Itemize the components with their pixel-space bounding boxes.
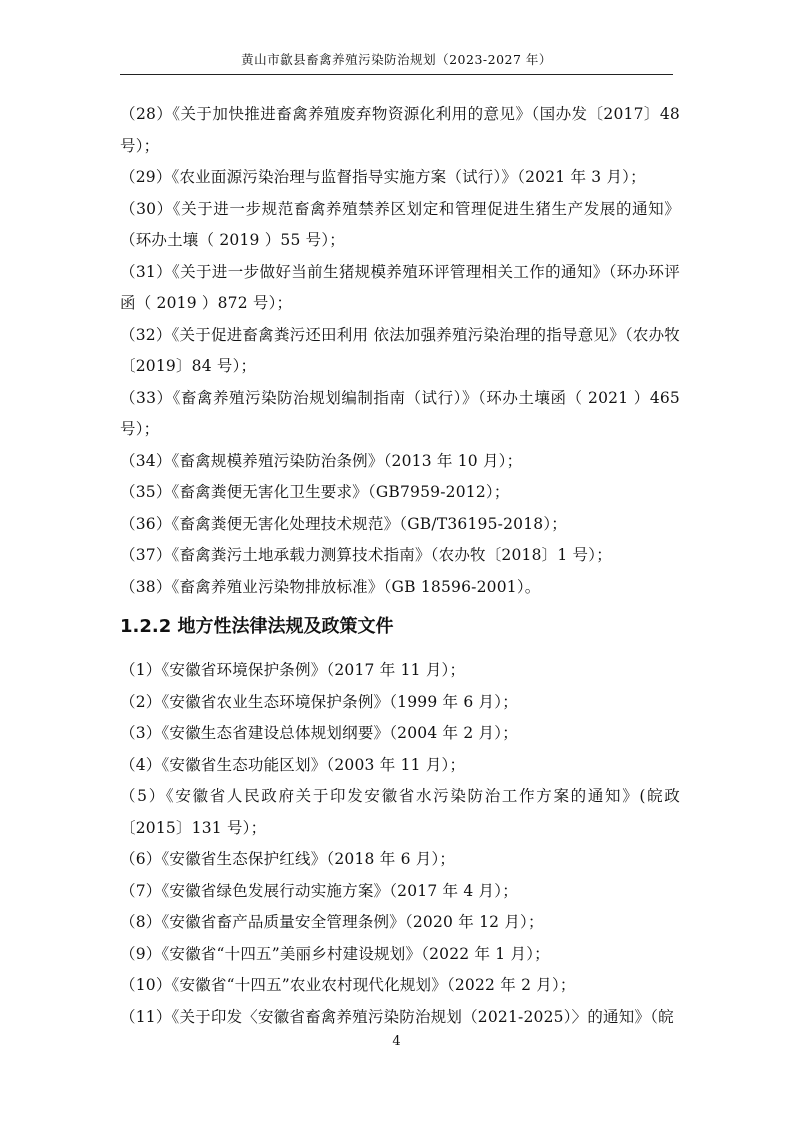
- local-regulations-list: [120, 655, 680, 1033]
- list-item: （8）《安徽省畜产品质量安全管理条例》（2020 年 12 月）；: [120, 913, 544, 931]
- list-item: （38）《畜禽养殖业污染物排放标准》（GB 18596-2001）。: [120, 577, 541, 596]
- list-item: （30）《关于进一步规范畜禽养殖禁养区划定和管理促进生猪生产发展的通知》（环办土壤（ 2019 ）55 号）；: [120, 199, 680, 249]
- list-item: （11）《关于印发〈安徽省畜禽养殖污染防治规划（2021-2025）〉的通知》（皖: [120, 1007, 674, 1026]
- list-item: （35）《畜禽粪便无害化卫生要求》（GB7959-2012）；: [120, 483, 510, 501]
- national-regulations-list: [120, 99, 680, 603]
- list-item: （7）《安徽省绿色发展行动实施方案》（2017 年 4 月）；: [120, 881, 518, 900]
- list-item: （31）《关于进一步做好当前生猪规模养殖环评管理相关工作的通知》（环办环评函（ 2019 ）872 号）；: [120, 262, 680, 312]
- list-item: （28）《关于加快推进畜禽养殖废弃物资源化利用的意见》（国办发〔2017〕48号）；: [120, 105, 680, 155]
- list-item: （4）《安徽省生态功能区划》（2003 年 11 月）；: [120, 755, 466, 774]
- list-item: （32）《关于促进畜禽粪污还田利用 依法加强养殖污染治理的指导意见》（农办牧〔2019〕84 号）；: [120, 325, 680, 375]
- list-item: （29）《农业面源污染治理与监督指导实施方案（试行）》（2021 年 3 月）；: [120, 168, 646, 186]
- list-item: （37）《畜禽粪污土地承载力测算技术指南》（农办牧〔2018〕1 号）；: [120, 546, 612, 564]
- section-heading: 1.2.2 地方性法律法规及政策文件: [120, 616, 394, 637]
- list-item: （2）《安徽省农业生态环境保护条例》（1999 年 6 月）；: [120, 692, 518, 711]
- page-number: 4: [392, 1034, 401, 1049]
- list-item: （6）《安徽省生态保护红线》（2018 年 6 月）；: [120, 850, 456, 868]
- list-item: （33）《畜禽养殖污染防治规划编制指南（试行）》（环办土壤函（ 2021 ）465号）；: [120, 388, 680, 438]
- list-item: （36）《畜禽粪便无害化处理技术规范》（GB/T36195-2018）；: [120, 514, 567, 533]
- list-item: （10）《安徽省“十四五”农业农村现代化规划》（2022 年 2 月）；: [120, 976, 576, 994]
- list-item: （3）《安徽生态省建设总体规划纲要》（2004 年 2 月）；: [120, 724, 518, 742]
- list-item: （9）《安徽省“十四五”美丽乡村建设规划》（2022 年 1 月）；: [120, 944, 550, 963]
- list-item: （5）《安徽省人民政府关于印发安徽省水污染防治工作方案的通知》(皖政〔2015〕131 号）；: [120, 787, 680, 837]
- list-item: （34）《畜禽规模养殖污染防治条例》（2013 年 10 月）；: [120, 451, 523, 470]
- list-item: （1）《安徽省环境保护条例》（2017 年 11 月）；: [120, 661, 466, 679]
- page-header: 黄山市歙县畜禽养殖污染防治规划（2023-2027 年）: [120, 50, 673, 75]
